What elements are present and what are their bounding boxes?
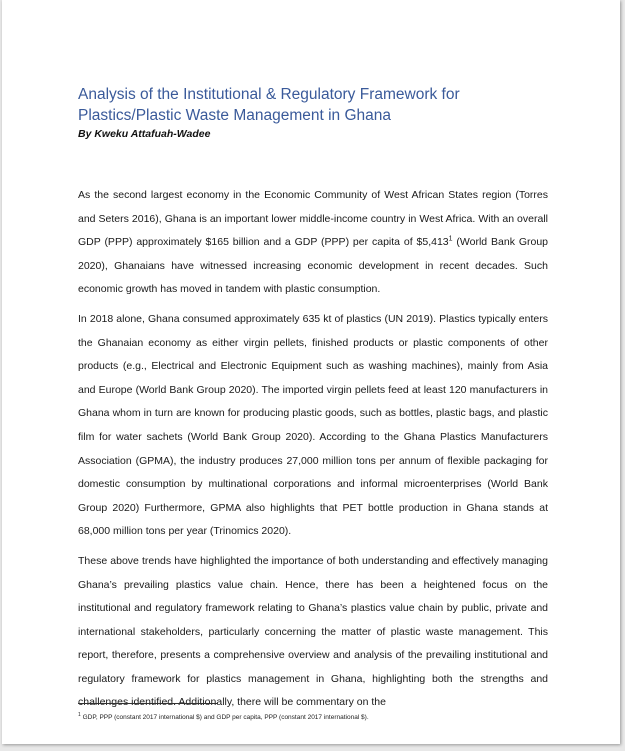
paragraph-1 bbox=[78, 184, 548, 302]
footnote-mark: 1 bbox=[78, 712, 81, 718]
footnote bbox=[78, 712, 369, 721]
document-page bbox=[2, 0, 620, 744]
footnote-text: GDP, PPP (constant 2017 international $) and GDP per capita, PPP (constant 2017 international $). bbox=[80, 714, 369, 722]
paragraph-1-continuation: (World Bank Group 2020), Ghanaians have witnessed increasing economic development in recent decades. Such economic growth has moved in tandem with plastic consumption. bbox=[78, 236, 549, 296]
document-body bbox=[78, 184, 548, 721]
footnote-reference: 1 bbox=[448, 235, 453, 243]
paragraph-3: These above trends have highlighted the importance of both understanding and effectively managing Ghana’s prevailing plastics value chain. Hence, there has been a heightened focus on the institutional and regulatory framework relating to Ghana’s plastics value chain by public, private and international stakeholders, particularly concerning the matter of plastic waste management. This report, therefore, presents a comprehensive overview and analysis of the prevailing institutional and regulatory framework for plastics management in Ghana, highlighting both the strengths and challenges identified. Additionally, there will be commentary on the bbox=[78, 554, 548, 709]
author-byline: By Kweku Attafuah-Wadee bbox=[78, 128, 211, 140]
document-title: Analysis of the Institutional & Regulatory Framework for Plastics/Plastic Waste Management in Ghana bbox=[78, 86, 460, 124]
footnote-divider bbox=[78, 703, 218, 704]
paragraph-1-text: As the second largest economy in the Economic Community of West African States region (Torres and Seters 2016), Ghana is an important lower middle-income country in West Africa. With an overall GDP (PPP) approximately $165 billion and a GDP (PPP) per capita of $5,413 bbox=[78, 189, 548, 249]
paragraph-2: In 2018 alone, Ghana consumed approximately 635 kt of plastics (UN 2019). Plastics typically enters the Ghanaian economy as either virgin pellets, finished products or plastic components of other products (e.g., Electrical and Electronic Equipment such as washing machines), mainly from Asia and Europe (World Bank Group 2020). The imported virgin pellets feed at least 120 manufacturers in Ghana whom in turn are known for producing plastic goods, such as bottles, plastic bags, and plastic film for water sachets (World Bank Group 2020). According to the Ghana Plastics Manufacturers Association (GPMA), the industry produces 27,000 million tons per annum of flexible packaging for domestic consumption by multinational corporations and informal microenterprises (World Bank Group 2020) Furthermore, GPMA also highlights that PET bottle production in Ghana stands at 68,000 million tons per year (Trinomics 2020). bbox=[78, 312, 548, 538]
